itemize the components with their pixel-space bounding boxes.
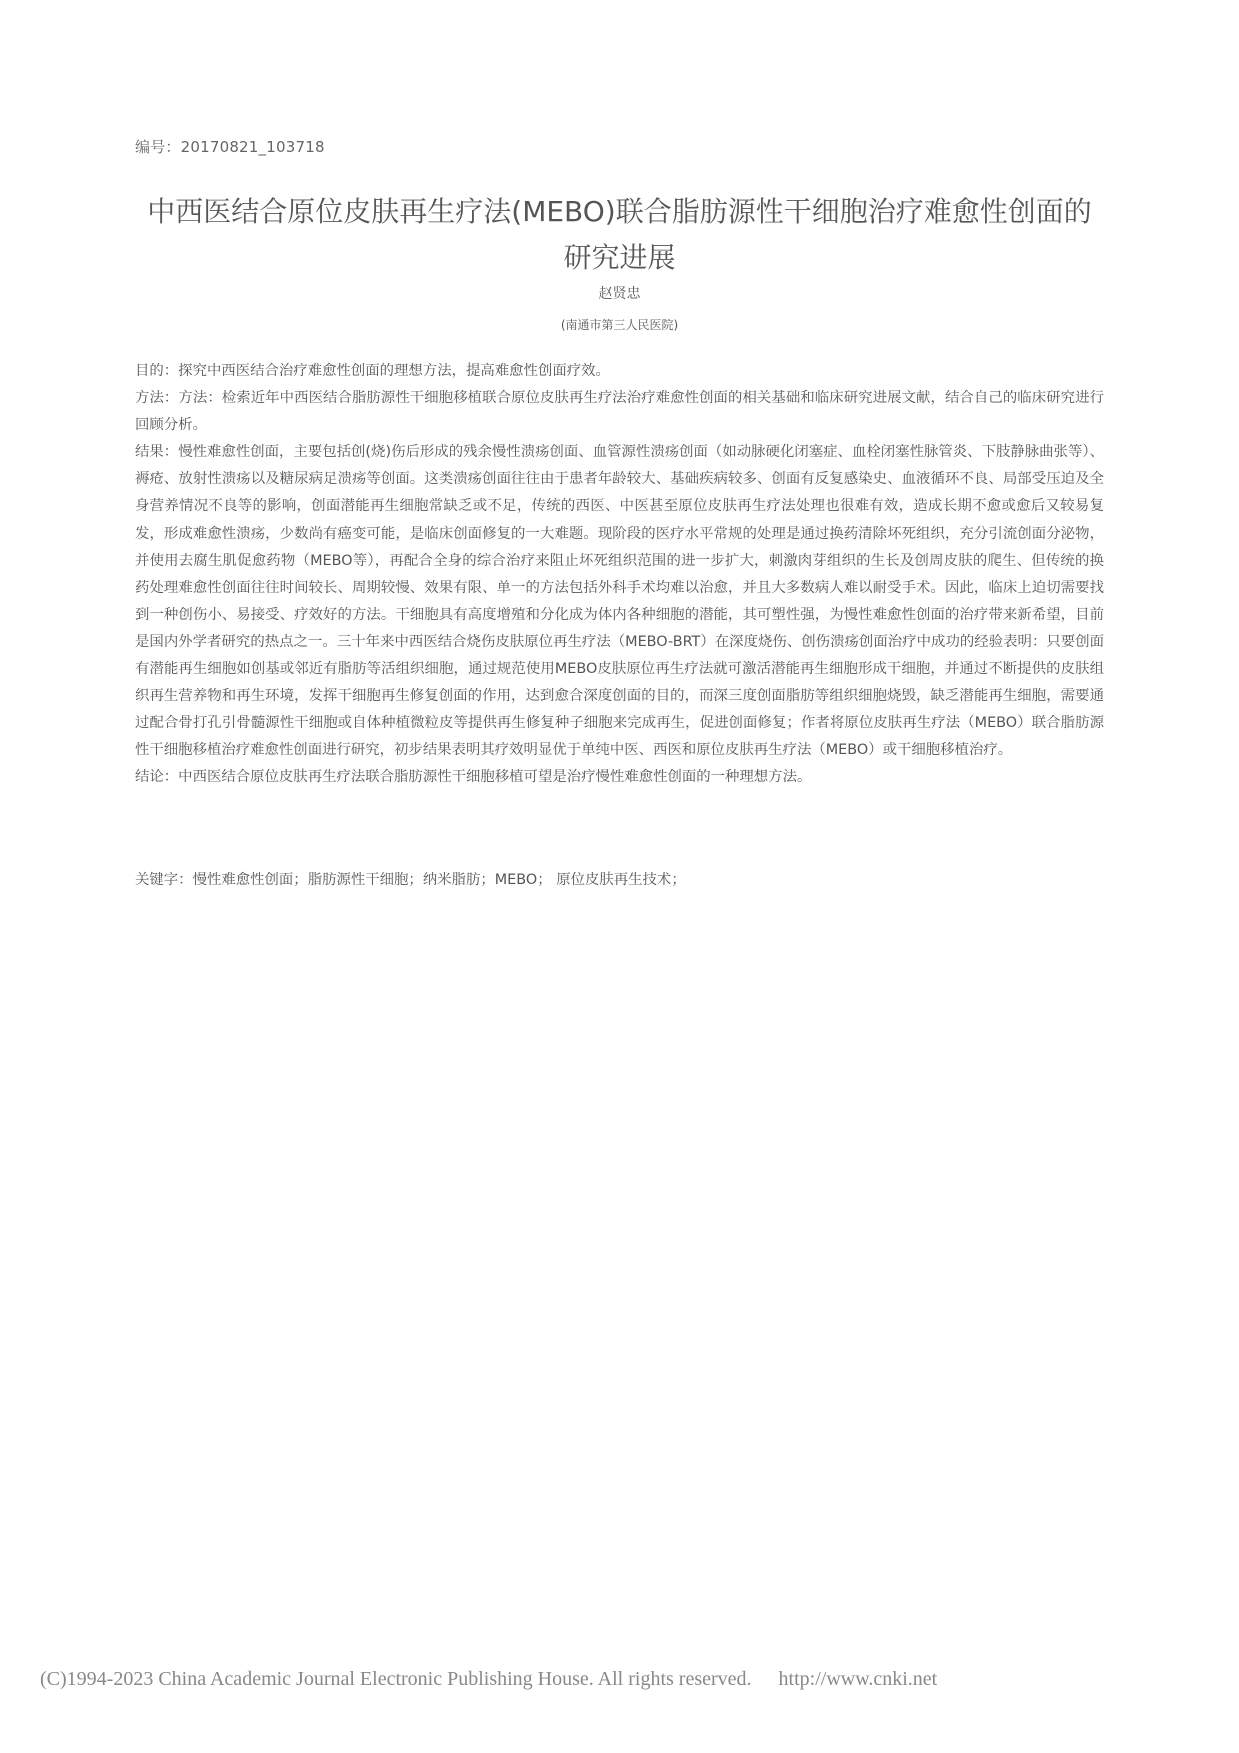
document-serial-number: 编号：20170821_103718 (135, 138, 325, 156)
abstract-objective: 目的：探究中西医结合治疗难愈性创面的理想方法，提高难愈性创面疗效。 (135, 363, 610, 379)
abstract-results: 结果：慢性难愈性创面，主要包括创(烧)伤后形成的残余慢性溃疡创面、血管源性溃疡创面（如动脉硬化闭塞症、血栓闭塞性脉管炎、下肢静脉曲张等）、褥疮、放射性溃疡以及糖尿病足溃疡等创面。这类溃疡创面往往由于患者年龄较大、基础疾病较多、创面有反复感染史、血液循环不良、局部受压迫及全身营养情况不良等的影响，创面潜能再生细胞常缺乏或不足，传统的西医、中医甚至原位皮肤再生疗法处理也很难有效，造成长期不愈或愈后又较易复发，形成难愈性溃疡，少数尚有癌变可能，是临床创面修复的一大难题。现阶段的医疗水平常规的处理是通过换药清除坏死组织，充分引流创面分泌物，并使用去腐生肌促愈药物（MEBO等），再配合全身的综合治疗来阻止坏死组织范围的进一步扩大，刺激肉芽组织的生长及创周皮肤的爬生、但传统的换药处理难愈性创面往往时间较长、周期较慢、效果有限、单一的方法包括外科手术均难以治愈，并且大多数病人难以耐受手术。因此，临床上迫切需要找到一种创伤小、易接受、疗效好的方法。干细胞具有高度增殖和分化成为体内各种细胞的潜能，其可塑性强，为慢性难愈性创面的治疗带来新希望，目前是国内外学者研究的热点之一。三十年来中西医结合烧伤皮肤原位再生疗法（MEBO-BRT）在深度烧伤、创伤溃疡创面治疗中成功的经验表明：只要创面有潜能再生细胞如创基或邻近有脂肪等活组织细胞，通过规范使用MEBO皮肤原位再生疗法就可激活潜能再生细胞形成干细胞，并通过不断提供的皮肤组织再生营养物和再生环境，发挥干细胞再生修复创面的作用，达到愈合深度创面的目的，而深三度创面脂肪等组织细胞烧毁，缺乏潜能再生细胞，需要通过配合骨打孔引骨髓源性干细胞或自体种植微粒皮等提供再生修复种子细胞来完成再生，促进创面修复；作者将原位皮肤再生疗法（MEBO）联合脂肪源性干细胞移植治疗难愈性创面进行研究，初步结果表明其疗效明显优于单纯中医、西医和原位皮肤再生疗法（MEBO）或干细胞移植治疗。 (135, 444, 1104, 759)
copyright-footer (40, 1668, 937, 1691)
publisher-url[interactable]: http://www.cnki.net (778, 1668, 938, 1690)
copyright-notice: (C)1994-2023 China Academic Journal Electronic Publishing House. All rights reserved. (40, 1668, 752, 1690)
abstract (135, 358, 1104, 792)
abstract-methods: 方法：方法：检索近年中西医结合脂肪源性干细胞移植联合原位皮肤再生疗法治疗难愈性创面的相关基础和临床研究进展文献，结合自己的临床研究进行回顾分析。 (135, 390, 1104, 434)
paper-title: 中西医结合原位皮肤再生疗法(MEBO)联合脂肪源性干细胞治疗难愈性创面的研究进展 (147, 194, 1092, 274)
abstract-conclusion: 结论：中西医结合原位皮肤再生疗法联合脂肪源性干细胞移植可望是治疗慢性难愈性创面的一种理想方法。 (135, 769, 812, 786)
keywords: 关键字：慢性难愈性创面；脂肪源性干细胞；纳米脂肪；MEBO； 原位皮肤再生技术； (135, 872, 686, 888)
author-affiliation: (南通市第三人民医院) (560, 318, 679, 332)
author-name: 赵贤忠 (598, 286, 641, 302)
